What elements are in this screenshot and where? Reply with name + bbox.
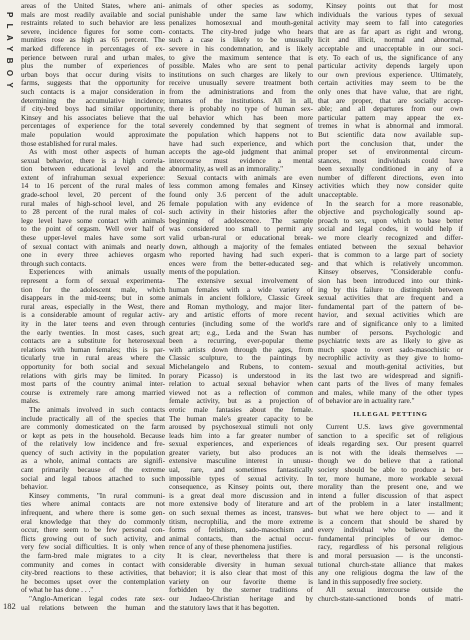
text-line: ideals regarding sex. Our present quarrel — [318, 439, 463, 449]
text-line: The animals involved in such contacts — [29, 404, 165, 414]
text-line: necrophilic activity as they give to homo- — [318, 353, 463, 363]
text-line: rural areas, especially in the West, there — [21, 301, 165, 311]
text-line: males. — [21, 396, 40, 406]
text-line: is a great deal more discussion and in — [169, 490, 313, 500]
text-line: much space to overt sado-masochistic or — [318, 344, 463, 354]
text-line: number of different directions, even into — [318, 172, 463, 182]
text-line: ments of the population. — [169, 267, 240, 277]
paragraph — [169, 2, 313, 174]
text-line: intercourse must evidence a mental — [169, 155, 313, 165]
text-line: great art; e.g., Leda and the Swan has — [169, 327, 313, 337]
text-line: greater variety, but also produces an — [169, 447, 313, 457]
text-line: determining the accumulative incidence; — [21, 95, 165, 105]
text-line: variety on our favorite theme is — [169, 576, 313, 586]
text-line: urban boys that occur during visits to — [21, 69, 165, 79]
text-line: that are proper, that are socially accep- — [318, 95, 463, 105]
text-line: of what he has done . . ." — [21, 585, 94, 595]
text-line: erotic male fantasies about the female. — [169, 404, 313, 414]
paragraph — [169, 552, 313, 612]
text-line: the statutory laws that it has begotten. — [169, 602, 280, 612]
text-line: "Anglo-American legal codes rate sex- — [29, 593, 165, 603]
text-line: havior, and sexual activities which are — [318, 310, 463, 320]
text-line: titism, necrophilia, and the more extreme — [169, 516, 313, 526]
text-line: The human male's greater capacity to be — [169, 413, 313, 423]
text-line: to give the maximum sentence that is — [169, 52, 313, 62]
text-line: sanction to a specific set of religious — [318, 430, 463, 440]
text-line: Kinsey comments, "In rural communi- — [29, 490, 165, 500]
text-line: been a recurring, ever-popular theme — [169, 336, 313, 346]
text-line: extent of infrahuman sexual experience: — [21, 172, 165, 182]
text-line: or kept as pets in the household. Because — [21, 430, 165, 440]
text-line: of sexual contact with animals and nearly — [21, 241, 165, 251]
text-line: eral knowledge that they do commonly — [21, 516, 165, 526]
text-line: The extensive sexual involvement of — [177, 276, 313, 285]
text-line: areas of the United States, where ani- — [21, 2, 165, 10]
text-line: ity in the later teens and even through — [21, 318, 165, 328]
text-line: aroused by psychosexual stimuli not only — [169, 422, 313, 432]
page-number: 182 — [3, 601, 16, 611]
text-line: racy, regardless of his personal religious — [318, 542, 463, 552]
text-line: severely condemned by that segment of — [169, 121, 313, 131]
text-line: able; and all departures from our own — [318, 104, 463, 114]
text-line: ences were from the better-educated seg- — [169, 258, 313, 268]
text-line: that are as far apart as right and wrong, — [318, 26, 463, 36]
text-line: down, although a majority of the females — [169, 241, 313, 251]
text-line: acceptable and unacceptable in our soci- — [318, 43, 463, 53]
text-line: the population which happens not to — [169, 129, 313, 139]
text-line: behavior; it is also clear that most of this — [169, 568, 313, 578]
text-line: considerable diversity in human sexual — [169, 559, 313, 569]
text-line: farms, suggests that the opportunity for — [21, 78, 165, 88]
text-column-2 — [169, 2, 313, 616]
paragraph — [21, 148, 165, 268]
text-line: the farm-bred male migrates to a city — [21, 551, 165, 560]
text-line: male population would approximate — [21, 129, 165, 139]
text-line: occur, there seem to be few personal con- — [21, 525, 165, 535]
paragraph — [169, 277, 313, 552]
text-line: plus the number of experiences of — [21, 61, 165, 71]
paragraph — [318, 586, 463, 603]
magazine-folio: PLAYBOY — [5, 12, 14, 95]
text-line: but what we here object to — and it — [318, 508, 463, 518]
text-line: relations with girls may be limited. In — [21, 370, 165, 380]
text-line: if city-bred boys had similar opportunity, — [21, 104, 165, 114]
text-column-1 — [21, 2, 165, 616]
text-line: sion has been introduced into our think- — [318, 276, 463, 285]
text-line: the last two are widespread and signifi- — [318, 370, 463, 380]
text-line: those established for rural males. — [21, 138, 118, 148]
text-line: sexual behavior, there is a high correla- — [21, 155, 165, 165]
text-line: infrequent, and where there is some gen- — [21, 508, 165, 518]
text-line: our own previous experience. Ultimately, — [318, 69, 463, 79]
text-line: rare and of significance only to a limited — [318, 318, 463, 328]
text-line: and Roman mythology, and major liter- — [169, 301, 313, 311]
text-line: and moral persuasion — is the unconsti- — [318, 551, 463, 560]
text-line: of behavior are in actuality rare." — [318, 396, 415, 406]
text-line: human females with a wide variety of — [169, 284, 313, 294]
text-line: tion for the adolescent male, which — [21, 284, 165, 294]
text-line: In the search for a more reasonable, — [326, 198, 463, 208]
text-line: fundamental part of the pattern of be- — [318, 301, 463, 311]
text-line: forms of fetishism, sado-masochism and — [169, 525, 313, 535]
text-line: receive unusually severe treatment both — [169, 78, 313, 88]
text-line: percentages of experience for the total — [21, 121, 165, 131]
paragraph — [21, 595, 165, 612]
text-line: individuals the various types of sexual — [318, 9, 463, 19]
text-line: land in this supposedly free society. — [318, 576, 423, 586]
text-line: institutions on such charges are likely to — [169, 69, 313, 79]
text-line: only ones that have value, that are right, — [318, 86, 463, 96]
text-line: Classic sculpture, to the paintings by — [169, 353, 313, 363]
text-line: objective and psychologically sound ap- — [318, 207, 463, 217]
text-line: Kinsey observes, "Considerable confu- — [318, 267, 463, 277]
text-line: cant parts of the lives of many females — [318, 379, 463, 389]
text-line: All sexual intercourse outside the — [326, 585, 463, 595]
text-line: number of persons. Psychologic and — [318, 327, 463, 337]
text-line: church-state-sanctioned bonds of matri- — [318, 593, 463, 603]
text-line: sexual and mouth-genital activities, but — [318, 361, 463, 371]
paragraph — [169, 174, 313, 277]
text-line: leads him into a far greater number of — [169, 430, 313, 440]
text-line: as a whole, animal contacts are signifi- — [21, 456, 165, 466]
text-line: Michelangelo and Rubens, to contem- — [169, 361, 313, 371]
text-line: intend a fuller discussion of that aspect — [318, 490, 463, 500]
text-line: is not with the ideals themselves — — [318, 447, 463, 457]
text-line: there is probably no type of human sex- — [169, 104, 313, 114]
text-line: But scientific data now available sup- — [318, 129, 463, 139]
text-line: lege level have some contact with animals — [21, 215, 165, 225]
text-line: viewed not as a reflection of common — [169, 387, 313, 397]
text-line: include practically all of the species that — [21, 413, 165, 423]
text-line: tutional church-state alliance that makes — [318, 559, 463, 569]
text-column-3 — [318, 2, 463, 616]
text-line: consequence, as Kinsey points out, there — [169, 482, 313, 492]
text-line: activity may seem to fall into categories — [318, 18, 463, 28]
paragraph — [21, 268, 165, 406]
text-line: forbidden by the sterner traditions of — [169, 585, 313, 595]
text-line: to the point of orgasm. Well over half of — [21, 224, 165, 234]
text-line: more extensive body of literature and art — [169, 499, 313, 509]
text-line: rural males of high-school level, and 26 — [21, 198, 165, 208]
text-line: sexual experiences, and experiences of — [169, 439, 313, 449]
text-line: activities which they now consider quite — [318, 181, 463, 191]
text-line: ual behavior which has been more — [169, 112, 313, 122]
paragraph — [21, 406, 165, 492]
paragraph — [21, 492, 165, 595]
text-line: been sexually conditioned in any of a — [318, 164, 463, 174]
text-line: are commonly domesticated on the farm — [21, 422, 165, 432]
text-line: ual relations between the human and — [21, 602, 165, 612]
text-line: of the problem in a later installment; — [318, 499, 463, 509]
text-line: proper set of environmental circum- — [318, 147, 463, 157]
text-line: perience between rural and urban males, — [21, 52, 165, 62]
paragraph — [318, 200, 463, 406]
text-line: quency of such activity in the population — [21, 447, 165, 457]
text-line: behavior. — [21, 482, 48, 492]
text-line: social and legal codes, it would help if — [318, 224, 463, 234]
text-line: sexual activities that are frequent and a — [318, 293, 463, 303]
text-line: relation to actual sexual behavior when — [169, 379, 313, 389]
text-line: tremes in what is abnormal and immoral. — [318, 121, 463, 131]
text-line: such a case is likely to be unusually — [169, 35, 313, 45]
text-line: ter, more humane, more workable sexual — [318, 473, 463, 483]
text-line: disappears in the mid-teens; but in some — [21, 293, 165, 303]
section-heading: ILLEGAL PETTING — [353, 410, 428, 418]
text-line: porary Picasso) is understood in its — [169, 370, 313, 380]
text-line: ary and artistic efforts of more recent — [169, 310, 313, 320]
text-line: most parts of the country animal inter- — [21, 379, 165, 389]
text-line: less common among females and Kinsey — [169, 181, 313, 191]
text-line: impossible types of sexual activity. In — [169, 473, 313, 483]
text-line: such contacts is a major consideration in — [21, 86, 165, 96]
text-line: fundamental principles of our democ- — [318, 533, 463, 543]
text-line: beginning of adolescence. The sample — [169, 215, 313, 225]
text-line: is a considerable amount of regular activ- — [21, 310, 165, 320]
text-line: flicts growing out of such activity, and — [21, 533, 165, 543]
text-line: animals of other species as sodomy, — [169, 2, 313, 10]
text-line: community and comes in contact with — [21, 559, 165, 569]
text-line: cant primarily because of the extreme — [21, 465, 165, 475]
text-line: ties where animal contacts are not — [21, 499, 165, 509]
text-line: every individual who believes in the — [318, 525, 463, 535]
text-line: such activity in their histories after the — [169, 207, 313, 217]
text-line: penalizes homosexual and mouth-genital — [169, 18, 313, 28]
text-line: female activity, but as a projection of — [169, 396, 313, 406]
text-line: 14 to 16 percent of the rural males of — [21, 181, 165, 191]
text-line: proach to sex, upon which to base better — [318, 215, 463, 225]
text-line: morality than the present one, and we — [318, 482, 463, 492]
paragraph — [21, 2, 165, 148]
text-line: mals are most readily available and social — [21, 9, 165, 19]
text-line: to 28 percent of the rural males of col- — [21, 207, 165, 217]
text-line: severe, incidence figures for some com- — [21, 26, 165, 36]
text-line: psychiatric texts are as likely to give as — [318, 336, 463, 346]
text-line: restraints related to such behavior are less — [21, 18, 165, 28]
text-line: on such sexual themes as incest, transves- — [169, 508, 313, 518]
text-line: unacceptable. — [318, 190, 358, 200]
text-line: ety. To each of us, the significance of any — [318, 52, 463, 62]
text-line: our Judaeo-Christian heritage and by — [169, 593, 313, 603]
text-line: It is clear, nevertheless that there is — [177, 551, 313, 560]
text-line: though we do believe that a rational — [318, 456, 463, 466]
text-line: inmates of the institutions. All in all, — [169, 95, 313, 105]
text-line: very few social difficulties. It is only when — [21, 542, 165, 552]
text-line: stances, most individuals could have — [318, 155, 463, 165]
text-line: represent a form of sexual experimenta- — [21, 276, 165, 285]
text-line: particular activity depends largely upon — [318, 61, 463, 71]
text-line: society should be able to produce a bet- — [318, 465, 463, 475]
text-line: particular pattern may appear the ex- — [318, 112, 463, 122]
text-line: punishable under the same law which — [169, 9, 313, 19]
text-line: through such contacts. — [21, 258, 87, 268]
paragraph — [318, 423, 463, 586]
text-line: severe in his condemnation, and is likely — [169, 43, 313, 53]
text-line: munities rose as high as 65 percent. The — [21, 35, 165, 45]
text-line: and that which is relatively uncommon. — [318, 258, 463, 268]
text-line: he becomes upset over the contemplation — [21, 576, 165, 586]
text-line: ing by this failure to distinguish between — [318, 284, 463, 294]
text-line: one in every three achieves orgasm — [21, 250, 165, 260]
text-line: rence of any of these phenomena justifies. — [169, 542, 292, 552]
text-line: who reported having had such experi- — [169, 250, 313, 260]
text-line: entiated between the sexual behavior — [318, 241, 463, 251]
text-line: the early twenties. In most cases, such — [21, 327, 165, 337]
text-line: contacts are a substitute for heterosexual — [21, 336, 165, 346]
text-line: social and legal taboos attached to such — [21, 473, 165, 483]
text-line: with artists down through the ages, from — [169, 344, 313, 354]
text-line: extensive masculine interest in unusu- — [169, 456, 313, 466]
text-line: contacts. The city-bred judge who hears — [169, 26, 313, 36]
text-line: course is extremely rare among married — [21, 387, 165, 397]
paragraph — [318, 2, 463, 200]
text-line: of the relatively low incidence and fre- — [21, 439, 165, 449]
text-line: marked difference in percentages of ex- — [21, 43, 165, 53]
text-line: is a concern that should be shared by — [318, 516, 463, 526]
text-line: Sexual contacts with animals are even — [177, 172, 313, 182]
text-line: and males, while many of the other types — [318, 387, 463, 397]
text-line: centuries (including some of the world's — [169, 318, 313, 328]
text-line: animals in ancient folklore, Classic Greek — [169, 293, 313, 303]
text-line: Experiences with animals usually — [29, 267, 165, 277]
text-line: certain activities may seem to be the — [318, 78, 463, 88]
text-line: any one religious dogma the law of the — [318, 568, 463, 578]
text-line: these upper-level males have some sort — [21, 233, 165, 243]
text-line: city-bred reactions to these activities, that — [21, 568, 165, 578]
text-line: port the conclusion that, under the — [318, 138, 463, 148]
text-line: Current U.S. laws give governmental — [326, 422, 463, 432]
text-line: was considered too small to permit any — [169, 224, 313, 234]
text-line: Kinsey points out that for most — [326, 2, 463, 10]
text-line: accepts the age-old judgment that animal — [169, 147, 313, 157]
text-line: grade-school level, 20 percent of the — [21, 190, 165, 200]
text-line: ticularly true in rural areas where the — [21, 353, 165, 363]
text-line: ual, rare, and sometimes fantastically — [169, 465, 313, 475]
text-line: tion between educational level and the — [21, 164, 165, 174]
text-line: relations with human females; this is par- — [21, 344, 165, 354]
text-line: As with most other aspects of human — [29, 147, 165, 157]
text-line: found only 3.6 percent of the adult — [169, 190, 313, 200]
text-line: valid urban-rural or educational break- — [169, 233, 313, 243]
text-line: we more clearly recognized and differ- — [318, 233, 463, 243]
text-line: possible. Males who are sent to penal — [169, 61, 313, 71]
text-line: from the administrations and from the — [169, 86, 313, 96]
text-line: female population with any evidence of — [169, 198, 313, 208]
text-line: abnormality, as well as an immorality." — [169, 164, 284, 174]
text-line: Kinsey and his associates believe that the — [21, 112, 165, 122]
text-line: animal contacts, than the actual occur- — [169, 533, 313, 543]
text-line: have had such experience, and which — [169, 138, 313, 148]
text-line: opportunity for both social and sexual — [21, 361, 165, 371]
text-line: that is common to a large part of society — [318, 250, 463, 260]
text-line: licit and illicit, normal and abnormal, — [318, 35, 463, 45]
